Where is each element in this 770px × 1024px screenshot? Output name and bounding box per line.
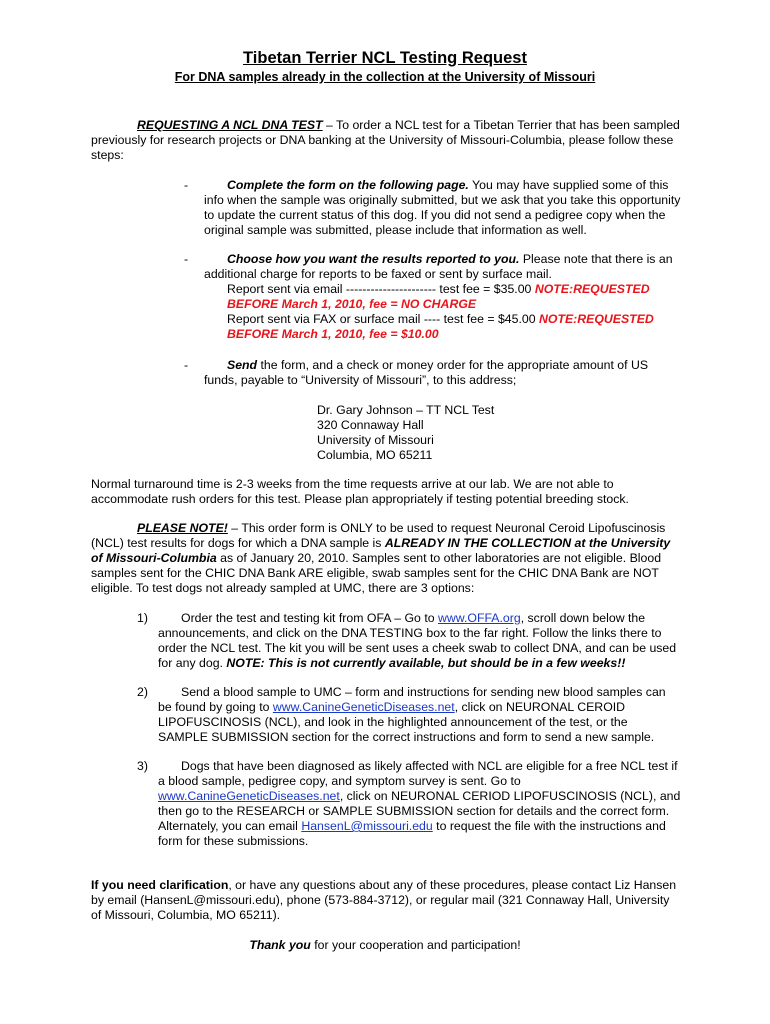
address-line-1: Dr. Gary Johnson – TT NCL Test — [317, 403, 495, 417]
please-note-text-2: as of January 20, 2010. Samples sent to other laboratories are not eligible. Blood samples sent for the CHIC DNA Bank ARE eligible, swab samples sent for the CHIC DNA Bank are NOT eligible. To test dogs not already sampled at UMC, there are 3 options: — [91, 551, 662, 595]
step-3-bullet: - — [184, 358, 189, 372]
option-2-text-2: , click on NEURONAL CEROID LIPOFUSCINOSIS (NCL), and look in the highlighted announcement of the test, or the SAMPLE SUBMISSION section for the correct instructions and form to send a new sample. — [158, 700, 655, 744]
email-fee-note-2: BEFORE March 1, 2010, fee = NO CHARGE — [227, 297, 477, 311]
email-fee-text: Report sent via email ---------------------- test fee = $35.00 — [227, 282, 535, 296]
address-line-4: Columbia, MO 65211 — [317, 448, 433, 462]
step-1-lead: Complete the form on the following page. — [227, 178, 469, 192]
intro-heading: REQUESTING A NCL DNA TEST — [137, 118, 323, 132]
option-3-text-1: Dogs that have been diagnosed as likely affected with NCL are eligible for a free NCL test if a blood sample, pedigree copy, and symptom survey is sent. Go to — [158, 759, 678, 788]
step-2-bullet: - — [184, 252, 189, 266]
option-3-number: 3) — [137, 759, 148, 773]
step-1-text: You may have supplied some of this info when the sample was originally submitted, but we ask that you take this opportunity to update the current status of this dog. If you did not send a pedigree copy when the original sample was submitted, please include that information as well. — [204, 178, 681, 237]
clarification-lead: If you need clarification — [91, 878, 229, 892]
intro-paragraph — [91, 118, 681, 163]
step-2-text: Please note that there is an additional charge for reports to be faxed or sent by surface mail. — [204, 252, 673, 281]
thanks-lead: Thank you — [249, 938, 311, 952]
please-note-paragraph — [91, 521, 685, 596]
canine-genetic-diseases-link-2[interactable]: www.CanineGeneticDiseases.net — [158, 789, 340, 803]
email-fee-line — [227, 282, 687, 312]
step-3-text: the form, and a check or money order for the appropriate amount of US funds, payable to “University of Missouri”, to this address; — [204, 358, 649, 387]
step-1 — [204, 178, 684, 238]
option-3-text-2: , click on NEURONAL CERIOD LIPOFUSCINOSIS (NCL), and then go to the RESEARCH or SAMPLE SUBMISSION section for details and the correct form. Alternately, you can email — [158, 789, 681, 833]
address-line-3: University of Missouri — [317, 433, 434, 447]
address-line-2: 320 Connaway Hall — [317, 418, 424, 432]
email-fee-note: NOTE:REQUESTED — [534, 282, 650, 296]
option-3 — [158, 759, 681, 849]
please-note-text-1: – This order form is ONLY to be used to request Neuronal Ceroid Lipofuscinosis (NCL) test results for dogs for which a DNA sample is — [91, 521, 666, 550]
step-2-lead: Choose how you want the results reported to you. — [227, 252, 520, 266]
step-2 — [204, 252, 686, 282]
mailing-address — [317, 403, 617, 463]
thanks-line — [0, 938, 770, 953]
canine-genetic-diseases-link[interactable]: www.CanineGeneticDiseases.net — [272, 700, 455, 714]
offa-link[interactable]: www.OFFA.org — [438, 611, 521, 625]
intro-text: – To order a NCL test for a Tibetan Terrier that has been sampled previously for research projects or DNA banking at the University of Missouri-Columbia, please follow these steps: — [91, 118, 680, 162]
fax-fee-note-2: BEFORE March 1, 2010, fee = $10.00 — [227, 327, 439, 341]
option-1-text-2: , scroll down below the announcements, and click on the DNA TESTING box to the far right. Follow the links there to order the NCL test. The kit you will be sent uses a cheek swab to collect DNA, and can be used for any dog. — [158, 611, 677, 670]
hansen-email-link[interactable]: HansenL@missouri.edu — [301, 819, 433, 833]
option-2-number: 2) — [137, 685, 148, 699]
option-1-number: 1) — [137, 611, 148, 625]
thanks-text: for your cooperation and participation! — [310, 938, 521, 952]
please-note-emphasis: ALREADY IN THE COLLECTION at the University of Missouri-Columbia — [91, 536, 671, 565]
option-1-note: NOTE: This is not currently available, but should be in a few weeks!! — [226, 656, 626, 670]
fax-fee-line — [227, 312, 687, 342]
page-subtitle: For DNA samples already in the collection at the University of Missouri — [174, 70, 596, 84]
option-2-text-1: Send a blood sample to UMC – form and instructions for sending new blood samples can be found by going to — [158, 685, 666, 714]
please-note-heading: PLEASE NOTE! — [137, 521, 228, 535]
fax-fee-note: NOTE:REQUESTED — [539, 312, 654, 326]
option-1 — [158, 611, 680, 671]
step-3-lead: Send — [227, 358, 258, 372]
step-3 — [204, 358, 674, 388]
fax-fee-text: Report sent via FAX or surface mail ---- test fee = $45.00 — [227, 312, 539, 326]
step-1-bullet: - — [184, 178, 189, 192]
turnaround-paragraph: Normal turnaround time is 2-3 weeks from the time requests arrive at our lab. We are not able to accommodate rush orders for this test. Please plan appropriately if testing potential breeding stock. — [91, 477, 629, 506]
clarification-text: , or have any questions about any of these procedures, please contact Liz Hansen by email (HansenL@missouri.edu), phone (573-884-3712), or regular mail (321 Connaway Hall, University of Missouri, Columbia, MO 65211). — [91, 878, 677, 922]
page-title: Tibetan Terrier NCL Testing Request — [243, 49, 527, 67]
clarification-paragraph — [91, 878, 681, 923]
option-1-text-1: Order the test and testing kit from OFA – Go to — [181, 611, 438, 625]
option-2 — [158, 685, 678, 745]
option-3-text-3: to request the file with the instructions and form for these submissions. — [158, 819, 666, 848]
